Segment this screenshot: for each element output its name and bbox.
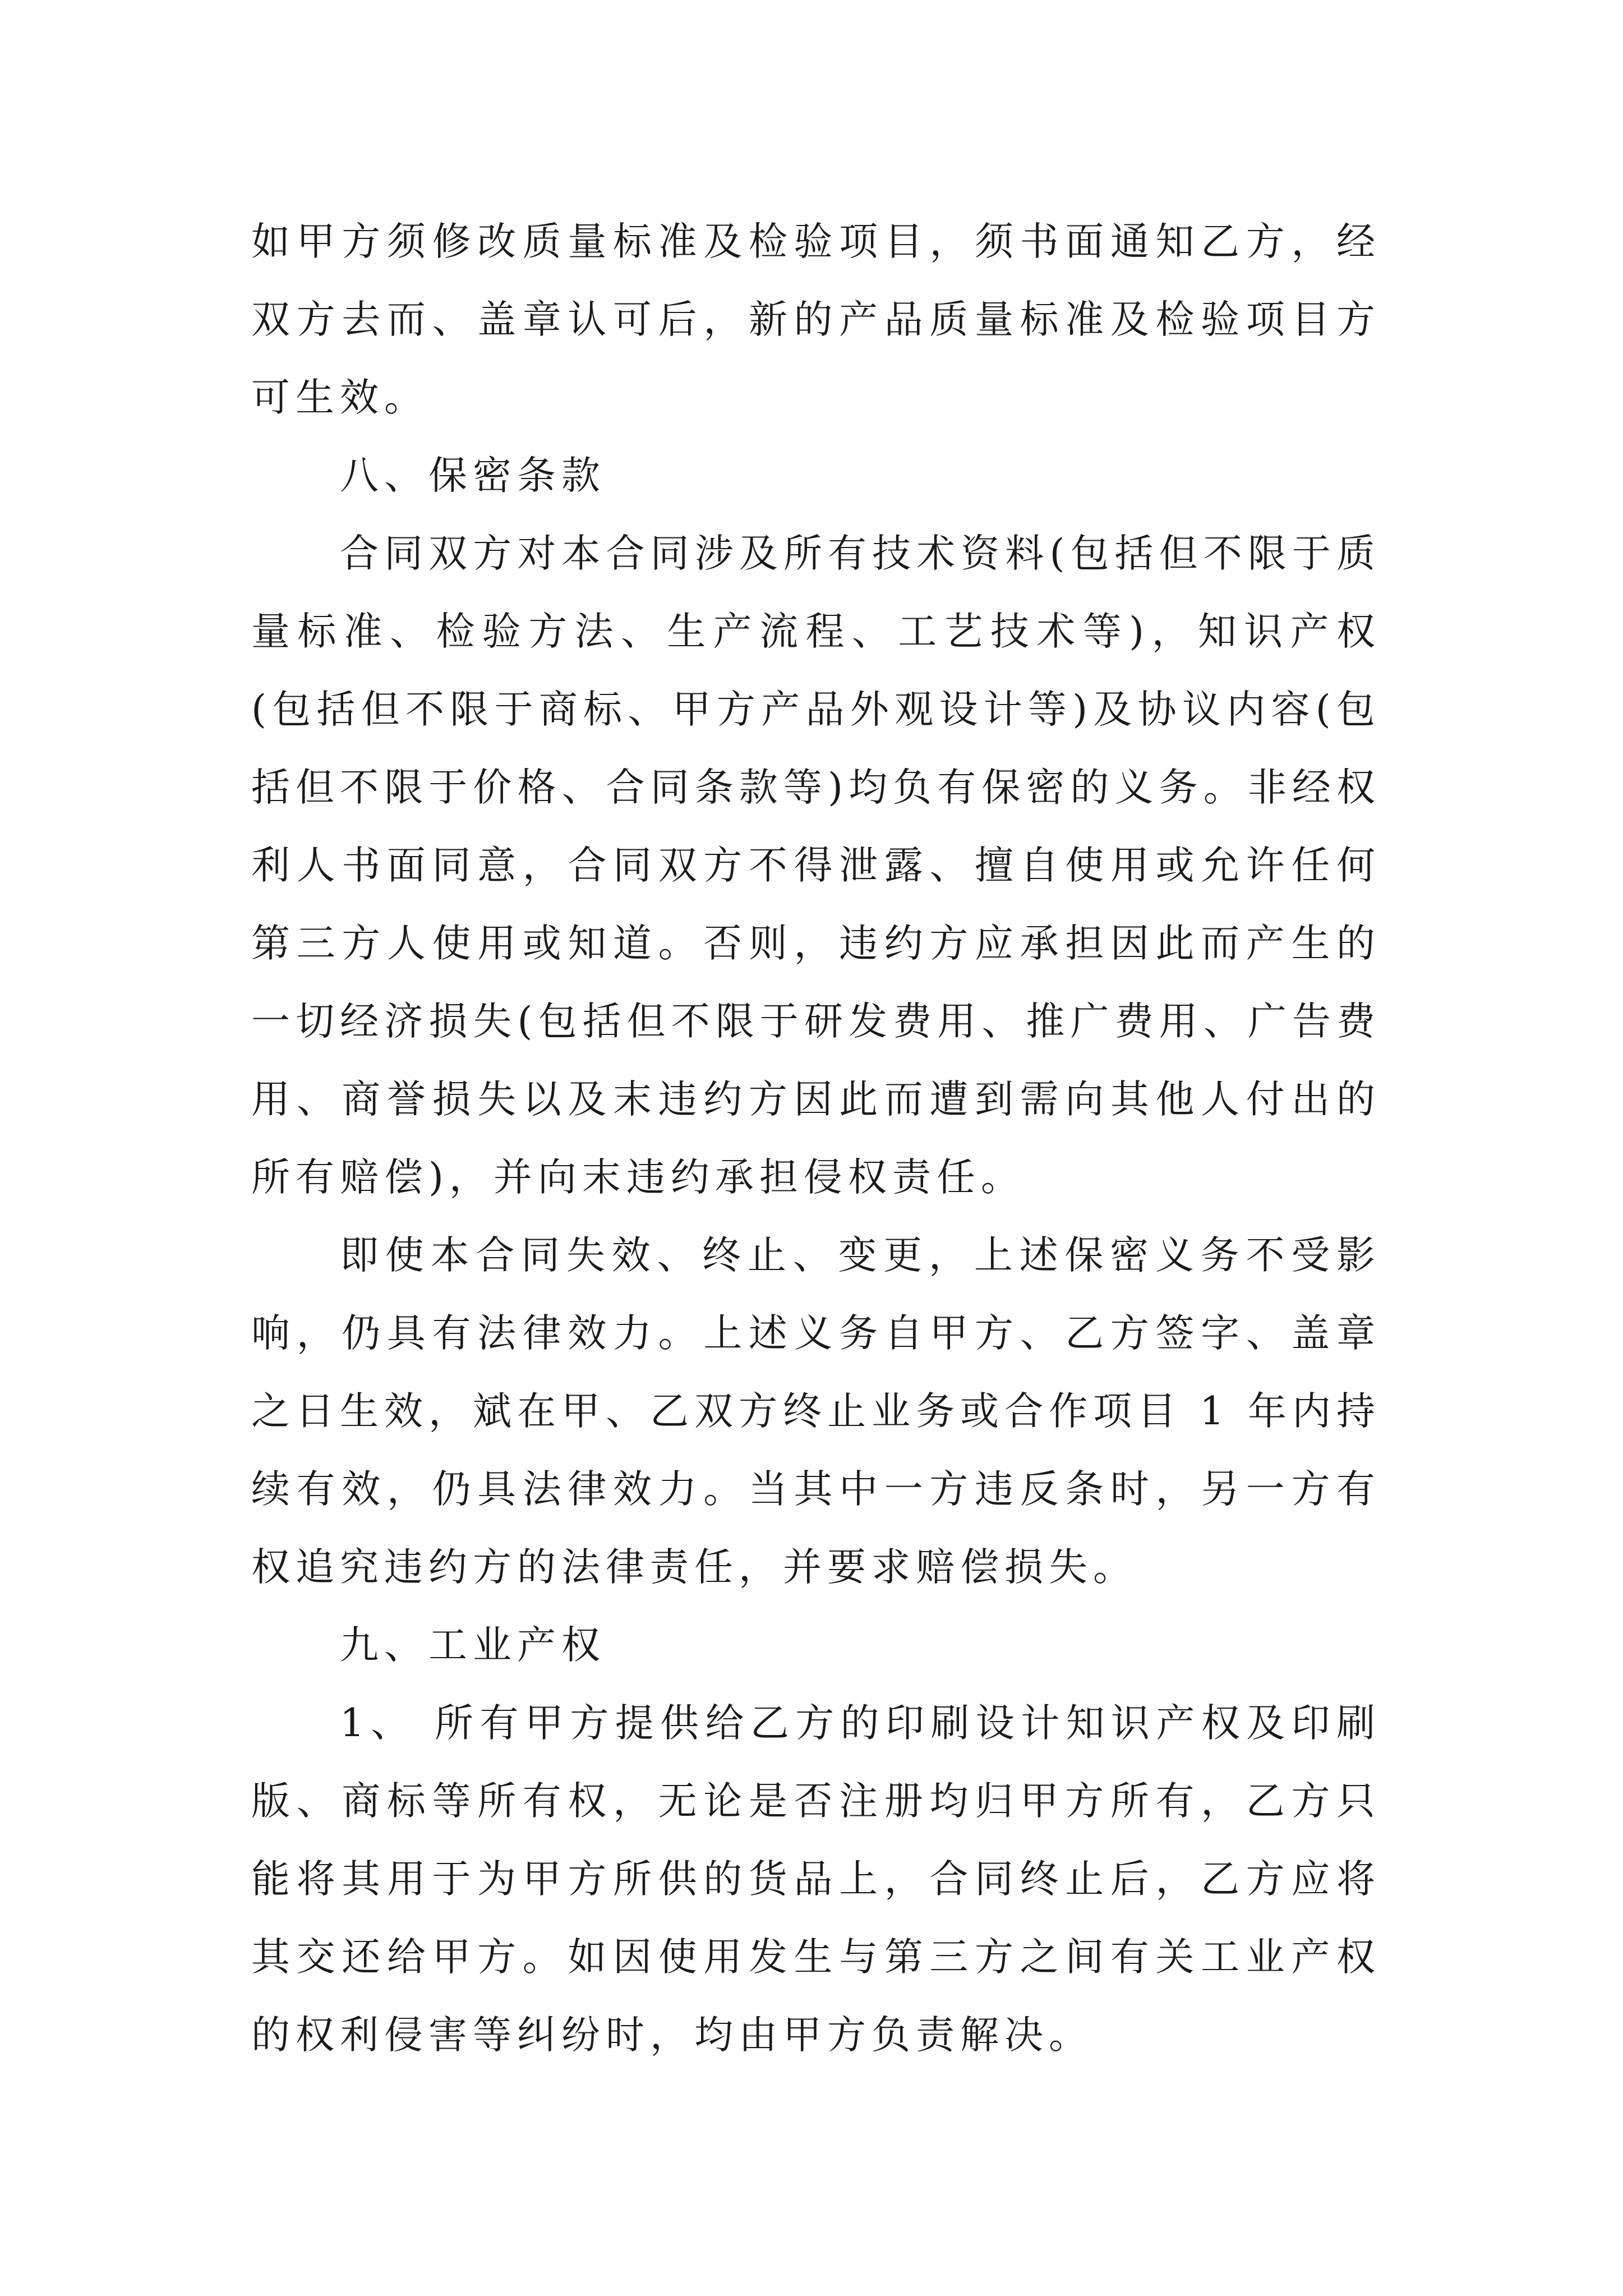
document-body xyxy=(251,203,1381,2074)
paragraph-confidentiality-obligations: 合同双方对本合同涉及所有技术资料(包括但不限于质量标准、检验方法、生产流程、工艺技术等)，知识产权(包括但不限于商标、甲方产品外观设计等)及协议内容(包括但不限于价格、合同条款等)均负有保密的义务。非经权利人书面同意，合同双方不得泄露、擅自使用或允许任何第三方人使用或知道。否则，违约方应承担因此而产生的一切经济损失(包括但不限于研发费用、推广费用、广告费用、商誉损失以及末违约方因此而遭到需向其他人付出的所有赔偿)，并向末违约承担侵权责任。 xyxy=(251,531,1381,1200)
section-heading-industrial-property: 九、工业产权 xyxy=(340,1623,606,1668)
paragraph-confidentiality-validity: 即使本合同失效、终止、变更，上述保密义务不受影响，仍具有法律效力。上述义务自甲方、乙方签字、盖章之日生效，斌在甲、乙双方终止业务或合作项目 1 年内持续有效，仍具法律效力。当其中一方违反条时，另一方有权追究违约方的法律责任，并要求赔偿损失。 xyxy=(251,1233,1381,1590)
section-heading-confidentiality: 八、保密条款 xyxy=(340,453,606,498)
paragraph-industrial-property-clause-1: 1、 所有甲方提供给乙方的印刷设计知识产权及印刷版、商标等所有权，无论是否注册均归甲方所有，乙方只能将其用于为甲方所供的货品上，合同终止后，乙方应将其交还给甲方。如因使用发生与第三方之间有关工业产权的权利侵害等纠纷时，均由甲方负责解决。 xyxy=(251,1701,1381,2058)
paragraph-quality-standard-change: 如甲方须修改质量标准及检验项目，须书面通知乙方，经双方去而、盖章认可后，新的产品质量标准及检验项目方可生效。 xyxy=(251,219,1381,420)
